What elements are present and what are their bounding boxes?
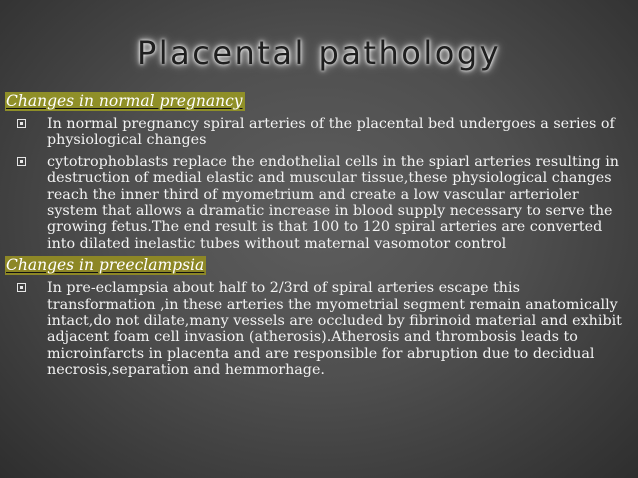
- bullet-item: [5, 280, 633, 378]
- bullet-text: cytotrophoblasts replace the endothelial cells in the spiarl arteries resulting in destruction of medial elastic and muscular tissue,these physiological changes reach the inner third of myometrium and create a low vascular arterioler system that allows a dramatic increase in blood supply necessary to serve the growing fetus.The end result is that 100 to 120 spiral arteries are converted into dilated inelastic tubes without maternal vasomotor control: [47, 153, 619, 252]
- slide-title: Placental pathology: [136, 34, 502, 72]
- section-heading: Changes in normal pregnancy: [6, 92, 243, 110]
- section-normal-pregnancy: [5, 91, 633, 252]
- square-bullet-icon: [17, 119, 26, 128]
- section-heading: Changes in preeclampsia: [6, 256, 205, 275]
- square-bullet-icon: [17, 157, 26, 166]
- section-preeclampsia: [5, 255, 633, 378]
- bullet-text: In pre-eclampsia about half to 2/3rd of spiral arteries escape this transformation ,in these arteries the myometrial segment remain anatomically intact,do not dilate,many vessels are occluded by fibrinoid material and exhibit adjacent foam cell invasion (atherosis).Atherosis and thrombosis leads to microinfarcts in placenta and are responsible for abruption due to decidual necrosis,separation and hemmorhage.: [47, 280, 622, 379]
- bullet-text: In normal pregnancy spiral arteries of the placental bed undergoes a series of physiological changes: [47, 116, 615, 149]
- square-bullet-icon: [17, 283, 26, 292]
- bullet-item: [5, 154, 633, 252]
- slide-content: [5, 91, 633, 379]
- bullet-item: [5, 116, 633, 149]
